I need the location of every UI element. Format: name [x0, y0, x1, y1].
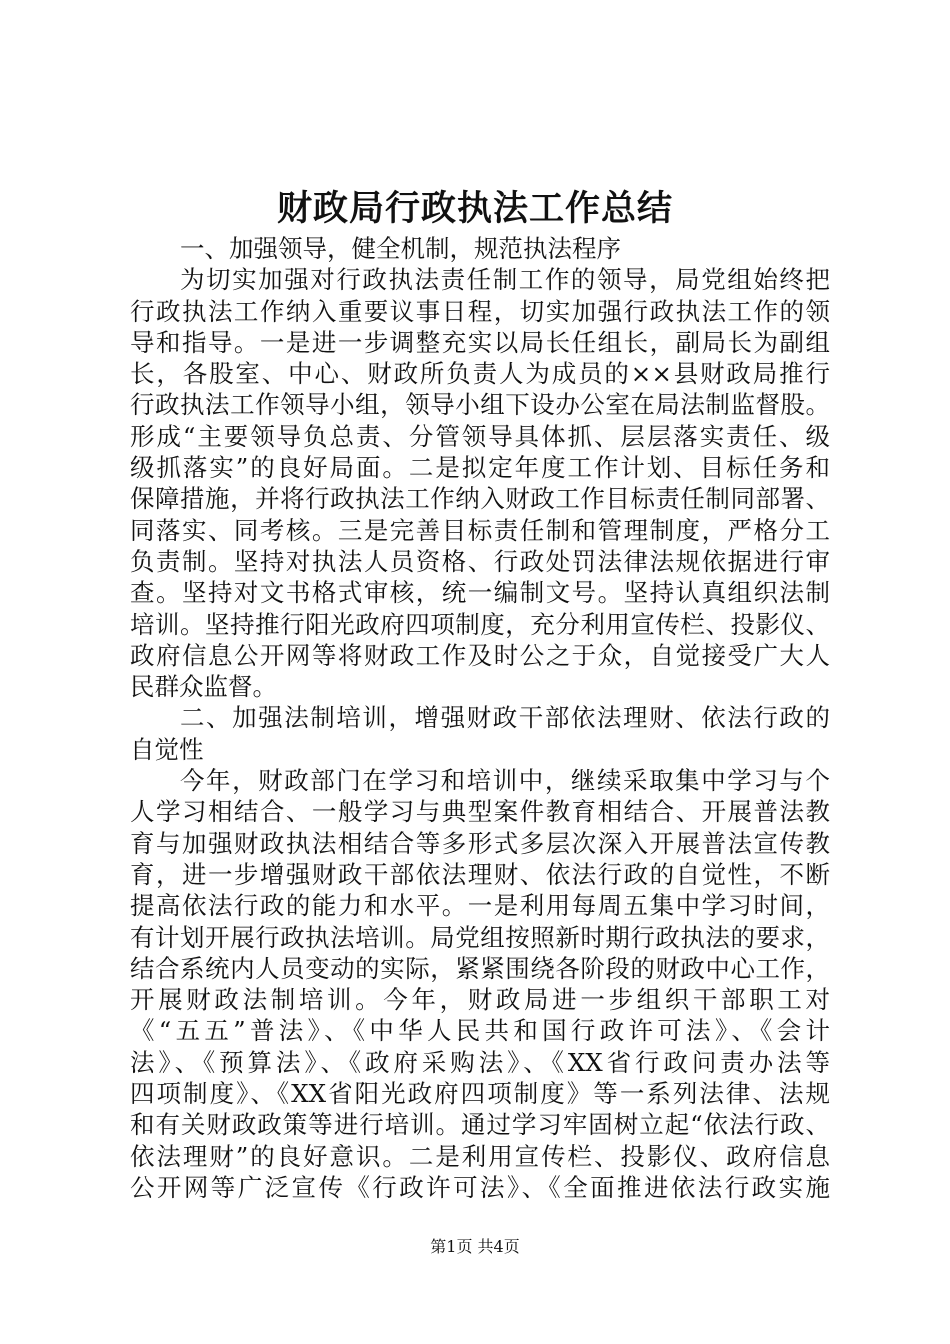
text-line: 负责制。坚持对执法人员资格、行政处罚法律法规依据进行审	[130, 546, 830, 576]
text-line: 查。坚持对文书格式审核，统一编制文号。坚持认真组织法制	[130, 578, 830, 608]
text-line: 行政执法工作领导小组，领导小组下设办公室在局法制监督股。	[130, 390, 830, 420]
text-line: 级抓落实”的良好局面。二是拟定年度工作计划、目标任务和	[130, 453, 830, 483]
text-line: 形成“主要领导负总责、分管领导具体抓、层层落实责任、级	[130, 421, 830, 451]
text-line: 《“五五”普法》、《中华人民共和国行政许可法》、《会计	[130, 1016, 830, 1046]
text-line: 有计划开展行政执法培训。局党组按照新时期行政执法的要求，	[130, 922, 830, 952]
text-line: 民群众监督。	[130, 672, 277, 702]
text-line: 公开网等广泛宣传《行政许可法》、《全面推进依法行政实施	[130, 1172, 830, 1202]
text-line: 结合系统内人员变动的实际，紧紧围绕各阶段的财政中心工作，	[130, 953, 830, 983]
page-footer: 第1页 共4页	[430, 1237, 520, 1256]
text-line: 政府信息公开网等将财政工作及时公之于众，自觉接受广大人	[130, 640, 830, 670]
section-heading-2: 二、加强法制培训，增强财政干部依法理财、依法行政的	[180, 703, 830, 733]
text-line: 人学习相结合、一般学习与典型案件教育相结合、开展普法教	[130, 797, 830, 827]
text-line: 开展财政法制培训。今年，财政局进一步组织干部职工对	[130, 985, 830, 1015]
text-line: 为切实加强对行政执法责任制工作的领导，局党组始终把	[180, 265, 830, 295]
document-title: 财政局行政执法工作总结	[276, 189, 673, 229]
section-heading-1: 一、加强领导，健全机制，规范执法程序	[180, 234, 621, 263]
text-line: 育与加强财政执法相结合等多形式多层次深入开展普法宣传教	[130, 828, 830, 858]
text-line: 提高依法行政的能力和水平。一是利用每周五集中学习时间，	[130, 891, 830, 921]
text-line: 长，各股室、中心、财政所负责人为成员的××县财政局推行	[130, 359, 830, 389]
section-heading-2-cont: 自觉性	[130, 734, 204, 764]
text-line: 同落实、同考核。三是完善目标责任制和管理制度，严格分工	[130, 515, 830, 545]
text-line: 依法理财”的良好意识。二是利用宣传栏、投影仪、政府信息	[130, 1141, 830, 1171]
text-line: 保障措施，并将行政执法工作纳入财政工作目标责任制同部署、	[130, 484, 830, 514]
text-line: 培训。坚持推行阳光政府四项制度，充分利用宣传栏、投影仪、	[130, 609, 830, 639]
text-line: 行政执法工作纳入重要议事日程，切实加强行政执法工作的领	[130, 296, 830, 326]
document-body	[130, 233, 830, 1203]
text-line: 法》、《预算法》、《政府采购法》、《XX省行政问责办法等	[130, 1047, 830, 1077]
text-line: 导和指导。一是进一步调整充实以局长任组长，副局长为副组	[130, 327, 830, 357]
text-line: 四项制度》、《XX省阳光政府四项制度》等一系列法律、法规	[130, 1079, 830, 1109]
text-line: 和有关财政政策等进行培训。通过学习牢固树立起“依法行政、	[130, 1110, 830, 1140]
text-line: 今年，财政部门在学习和培训中，继续采取集中学习与个	[180, 766, 830, 796]
text-line: 育，进一步增强财政干部依法理财、依法行政的自觉性，不断	[130, 859, 830, 889]
